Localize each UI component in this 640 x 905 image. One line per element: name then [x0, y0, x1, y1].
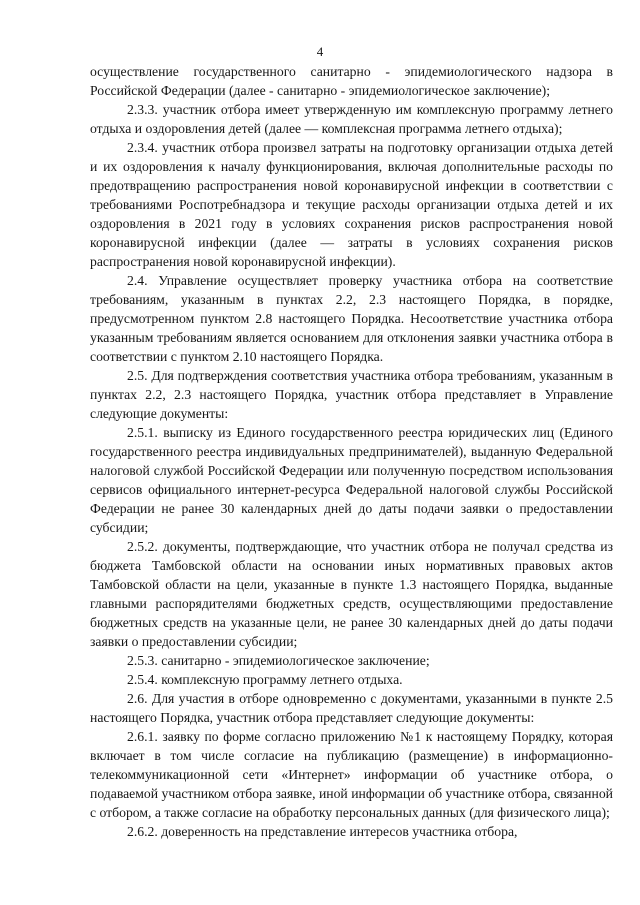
- paragraph-2-3-4: 2.3.4. участник отбора произвел затраты на подготовку организации отдыха детей и их оздоровления к началу функционирования, включая дополнительные расходы по предотвращению распространения новой коронавирусной инфекции в соответствии с требованиями Роспотребнадзора и текущие расходы организации отдыха детей и их оздоровления в 2021 году в условиях сохранения рисков распространения новой коронавирусной инфекции (далее — затраты в условиях сохранения рисков распространения новой коронавирусной инфекции).: [90, 140, 613, 269]
- paragraph-2-6: 2.6. Для участия в отборе одновременно с документами, указанными в пункте 2.5 настоящего Порядка, участник отбора представляет следующие документы:: [90, 691, 613, 725]
- paragraph-2-6-2: 2.6.2. доверенность на представление интересов участника отбора,: [127, 824, 518, 839]
- paragraph-2-4: 2.4. Управление осуществляет проверку участника отбора на соответствие требованиям, указанным в пунктах 2.2, 2.3 настоящего Порядка, в порядке, предусмотренном пунктом 2.8 настоящего Порядка. Несоответствие участника отбора указанным требованиям является основанием для отклонения заявки участника отбора в соответствии с пунктом 2.10 настоящего Порядка.: [90, 273, 613, 364]
- paragraph-2-5: 2.5. Для подтверждения соответствия участника отбора требованиям, указанным в пунктах 2.2, 2.3 настоящего Порядка, участник отбора представляет в Управление следующие документы:: [90, 368, 613, 421]
- paragraph-2-6-1: 2.6.1. заявку по форме согласно приложению №1 к настоящему Порядку, которая включает в том числе согласие на публикацию (размещение) в информационно-телекоммуникационной сети «Интернет» информации об участнике отбора, о подаваемой участником отбора заявке, иной информации об участнике отбора, связанной с отбором, а также согласие на обработку персональных данных (для физического лица);: [90, 729, 613, 820]
- page-number: 4: [316, 44, 324, 59]
- paragraph-2-3-3: 2.3.3. участник отбора имеет утвержденную им комплексную программу летнего отдыха и оздоровления детей (далее — комплексная программа летнего отдыха);: [90, 102, 613, 136]
- paragraph-2-5-4: 2.5.4. комплексную программу летнего отдыха.: [127, 672, 403, 687]
- paragraph-continuation: осуществление государственного санитарно - эпидемиологического надзора в Российской Федерации (далее - санитарно - эпидемиологическое заключение);: [90, 64, 613, 98]
- paragraph-2-5-2: 2.5.2. документы, подтверждающие, что участник отбора не получал средства из бюджета Тамбовской области на основании иных нормативных правовых актов Тамбовской области на цели, указанные в пункте 1.3 настоящего Порядка, выданные главными распорядителями бюджетных средств, осуществляющими предоставление бюджетных средств на указанные цели, не ранее 30 календарных дней до даты подачи заявки о предоставлении субсидии;: [90, 539, 613, 649]
- paragraph-2-5-1: 2.5.1. выписку из Единого государственного реестра юридических лиц (Единого государственного реестра индивидуальных предпринимателей), выданную Федеральной налоговой службой Российской Федерации или полученную посредством использования сервисов официального интернет-ресурса Федеральной налоговой службы Российской Федерации не ранее 30 календарных дней до даты подачи заявки о предоставлении субсидии;: [90, 425, 613, 535]
- document-body: [90, 62, 613, 841]
- paragraph-2-5-3: 2.5.3. санитарно - эпидемиологическое заключение;: [127, 653, 430, 668]
